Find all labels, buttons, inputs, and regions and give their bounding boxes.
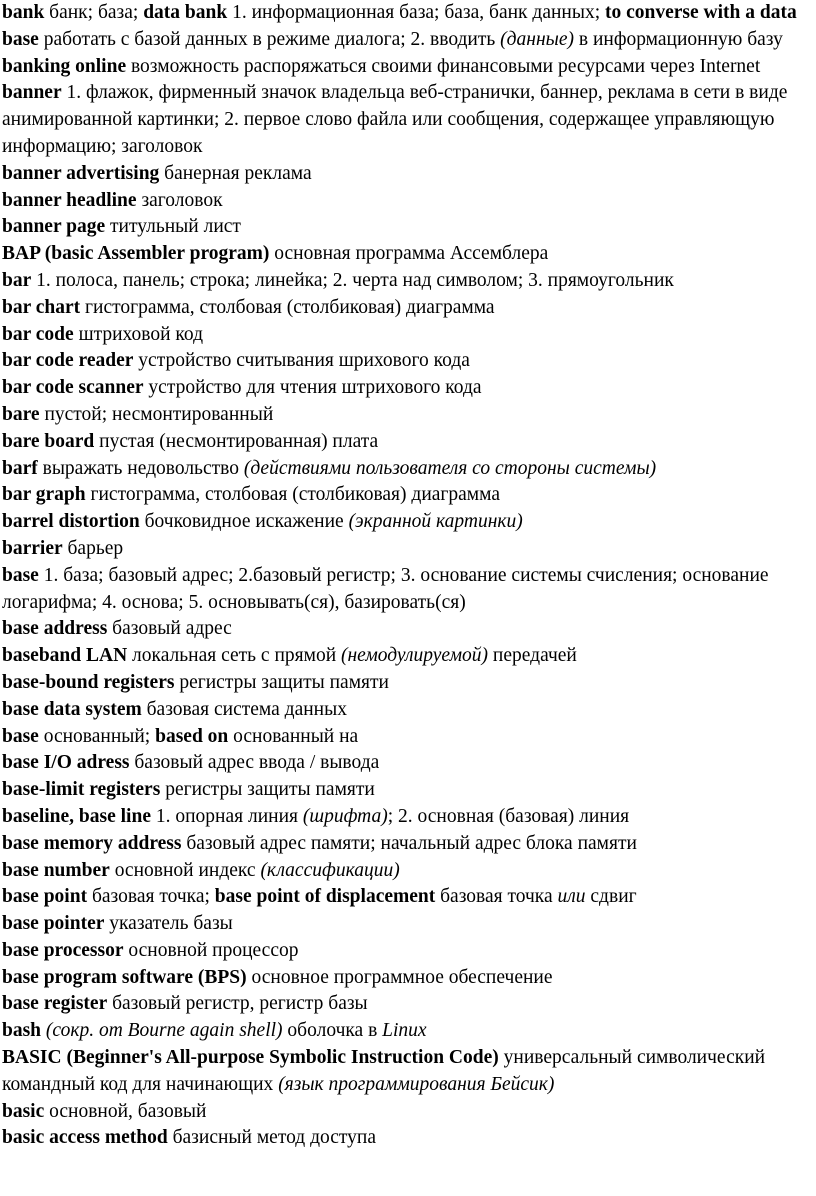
dictionary-entry <box>2 214 812 241</box>
entry-definition: в информационную базу <box>573 28 783 50</box>
entry-term: data bank <box>143 2 228 23</box>
dictionary-entry <box>2 643 812 670</box>
dictionary-entry <box>2 348 812 375</box>
entry-term: banner page <box>2 216 106 238</box>
entry-definition: 1. база; базовый адрес; 2.базовый регистр; 3. основание системы счисления; основание логарифма; 4. основа; 5. основывать(ся), базировать(ся) <box>2 564 769 613</box>
entry-term: base program software (BPS) <box>2 966 247 988</box>
dictionary-entry <box>2 268 812 295</box>
dictionary-entry <box>2 295 812 322</box>
entry-note: (экранной картинки) <box>348 511 523 533</box>
dictionary-entry <box>2 563 812 617</box>
dictionary-entry <box>2 80 812 160</box>
entry-definition: базовый адрес ввода / вывода <box>129 752 380 774</box>
entry-definition: банк; база; <box>44 2 144 23</box>
entry-definition: устройство для чтения штрихового кода <box>143 377 482 399</box>
entry-term: base <box>2 725 39 747</box>
dictionary-entry <box>2 375 812 402</box>
entry-term: based on <box>155 725 229 747</box>
entry-term: base pointer <box>2 913 105 935</box>
entry-term: bare board <box>2 430 95 452</box>
dictionary-entry <box>2 322 812 349</box>
entry-definition: штриховой код <box>73 323 204 345</box>
entry-term: bash <box>2 1020 42 1042</box>
dictionary-entry <box>2 938 812 965</box>
dictionary-entry <box>2 911 812 938</box>
entry-definition: банерная реклама <box>159 162 312 184</box>
entry-term: base <box>2 564 39 586</box>
entry-note: (классификации) <box>260 859 400 881</box>
entry-definition: оболочка в <box>282 1020 383 1042</box>
entry-definition: базовый адрес <box>107 618 232 640</box>
entry-term: base-limit registers <box>2 779 161 801</box>
dictionary-entry <box>2 54 812 81</box>
dictionary-entry <box>2 429 812 456</box>
entry-definition: регистры защиты памяти <box>174 671 389 693</box>
entry-term: baseline, base line <box>2 805 151 827</box>
dictionary-entry <box>2 884 812 911</box>
entry-definition: универсальный символический командный код для начинающих <box>2 1047 766 1095</box>
entry-definition: гистограмма, столбовая (столбиковая) диаграмма <box>85 484 501 506</box>
entry-note: (язык программирования Бейсик) <box>278 1073 555 1095</box>
entry-note: (сокр. от Bourne again shell) <box>45 1020 283 1042</box>
dictionary-entry <box>2 0 812 54</box>
entry-definition: 1. флажок, фирменный значок владельца веб-странички, баннер, реклама в сети в виде анимированной картинки; 2. первое слово файла или сообщения, содержащее управляющую информацию; заголовок <box>2 82 788 157</box>
entry-definition: базовая точка; <box>87 886 215 908</box>
entry-term: banner <box>2 82 62 104</box>
dictionary-entry <box>2 482 812 509</box>
entry-definition: основанный; <box>38 725 156 747</box>
entry-definition: устройство считывания шрихового кода <box>133 350 470 372</box>
dictionary-entry <box>2 804 812 831</box>
entry-term: to converse with a data base <box>2 2 797 50</box>
entry-definition: регистры защиты памяти <box>160 779 375 801</box>
entry-definition: передачей <box>488 645 577 667</box>
dictionary-entry <box>2 750 812 777</box>
entry-term: base-bound registers <box>2 671 175 693</box>
entry-term: bar code reader <box>2 350 134 372</box>
entry-term: banner headline <box>2 189 137 211</box>
entry-definition: пустой; несмонтированный <box>39 403 274 425</box>
entry-term: basic access method <box>2 1127 168 1149</box>
dictionary-entry <box>2 670 812 697</box>
entry-definition: сдвиг <box>585 886 637 908</box>
dictionary-entry <box>2 777 812 804</box>
entry-term: baseband LAN <box>2 645 128 667</box>
entry-definition: базовая система данных <box>141 698 347 720</box>
entry-definition: заголовок <box>136 189 223 211</box>
entry-term: bank <box>2 2 45 23</box>
entry-definition: 1. информационная база; база, банк данных; <box>227 2 605 23</box>
entry-definition: ; 2. основная (базовая) линия <box>387 805 630 827</box>
entry-definition: барьер <box>62 537 124 559</box>
entry-definition: указатель базы <box>104 913 233 935</box>
entry-definition: основанный на <box>228 725 359 747</box>
entry-term: base data system <box>2 698 142 720</box>
entry-term: banking online <box>2 55 127 77</box>
entry-term: BASIC (Beginner's All-purpose Symbolic Instruction Code) <box>2 1047 499 1069</box>
entry-term: base point <box>2 886 88 908</box>
entry-definition: выражать недовольство <box>37 457 244 479</box>
dictionary-entry <box>2 188 812 215</box>
entry-term: bar graph <box>2 484 86 506</box>
entry-term: barf <box>2 457 38 479</box>
entry-term: base I/O adress <box>2 752 130 774</box>
dictionary-entry <box>2 965 812 992</box>
entry-definition: 1. опорная линия <box>150 805 303 827</box>
entry-term: bare <box>2 403 40 425</box>
entry-term: base point of displacement <box>214 886 436 908</box>
dictionary-entry <box>2 724 812 751</box>
entry-definition: бочковидное искажение <box>139 511 349 533</box>
entry-note: Linux <box>382 1020 427 1042</box>
entry-term: banner advertising <box>2 162 160 184</box>
dictionary-entry <box>2 1099 812 1126</box>
dictionary-entry <box>2 1045 812 1099</box>
entry-definition: основная программа Ассемблера <box>269 243 549 265</box>
entry-note: (шрифта) <box>302 805 388 827</box>
entry-definition: базовая точка <box>435 886 558 908</box>
dictionary-entry <box>2 1125 812 1152</box>
entry-note: или <box>557 886 586 908</box>
dictionary-entry <box>2 402 812 429</box>
dictionary-entry <box>2 858 812 885</box>
entry-note: (немодулируемой) <box>341 645 489 667</box>
dictionary-entry <box>2 536 812 563</box>
entry-note: (данные) <box>500 28 574 50</box>
dictionary-entry <box>2 991 812 1018</box>
entry-definition: пустая (несмонтированная) плата <box>94 430 379 452</box>
entry-term: barrier <box>2 537 63 559</box>
entry-definition: возможность распоряжаться своими финансовыми ресурсами через Internet <box>126 55 761 77</box>
entry-definition: титульный лист <box>105 216 241 238</box>
entry-term: basic <box>2 1100 45 1122</box>
entry-definition: основной процессор <box>123 939 299 961</box>
entry-term: bar chart <box>2 296 81 318</box>
entry-definition: локальная сеть с прямой <box>127 645 342 667</box>
entry-definition: базовый адрес памяти; начальный адрес блока памяти <box>181 832 637 854</box>
dictionary-entry <box>2 1018 812 1045</box>
dictionary-entry <box>2 831 812 858</box>
entry-note: (действиями пользователя со стороны системы) <box>243 457 657 479</box>
entry-definition: основное программное обеспечение <box>246 966 553 988</box>
dictionary-entry <box>2 241 812 268</box>
entry-term: base memory address <box>2 832 182 854</box>
entry-definition: основной, базовый <box>44 1100 207 1122</box>
entry-term: base processor <box>2 939 124 961</box>
entry-definition: гистограмма, столбовая (столбиковая) диаграмма <box>80 296 495 318</box>
dictionary-entry <box>2 456 812 483</box>
entry-term: bar <box>2 269 32 291</box>
entry-term: base address <box>2 618 108 640</box>
dictionary-entry <box>2 697 812 724</box>
entry-definition: работать с базой данных в режиме диалога; 2. вводить <box>38 28 501 50</box>
dictionary-entry <box>2 509 812 536</box>
entry-term: barrel distortion <box>2 511 140 533</box>
entry-definition: основной индекс <box>109 859 261 881</box>
entry-term: base number <box>2 859 110 881</box>
entry-term: bar code scanner <box>2 377 144 399</box>
entry-definition: 1. полоса, панель; строка; линейка; 2. черта над символом; 3. прямоугольник <box>31 269 674 291</box>
dictionary-entry <box>2 161 812 188</box>
entry-definition: базовый регистр, регистр базы <box>107 993 368 1015</box>
entry-term: base register <box>2 993 108 1015</box>
dictionary-entry <box>2 616 812 643</box>
entry-definition: базисный метод доступа <box>167 1127 376 1149</box>
entry-term: BAP (basic Assembler program) <box>2 243 270 265</box>
entry-term: bar code <box>2 323 74 345</box>
